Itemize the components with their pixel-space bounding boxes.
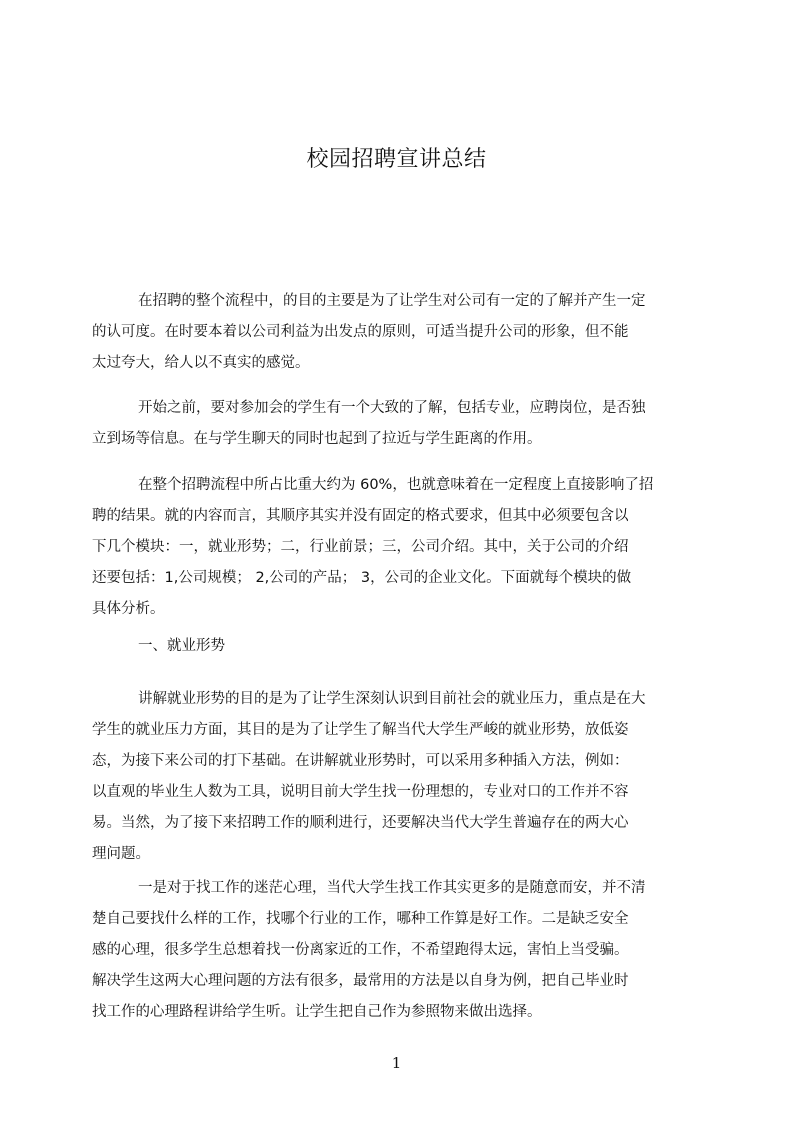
paragraph-line: 太过夸大，给人以不真实的感觉。: [92, 355, 310, 371]
paragraph-line: 理问题。: [92, 846, 150, 862]
paragraph-line: 下几个模块：一，就业形势；二，行业前景；三，公司介绍。其中，关于公司的介绍: [92, 539, 629, 555]
section-heading-block: [92, 631, 698, 662]
page-number: 1: [391, 1054, 402, 1072]
paragraph-line: 一是对于找工作的迷茫心理，当代大学生找工作其实更多的是随意而安，并不清: [138, 880, 646, 896]
section-paragraph-1: [92, 684, 698, 870]
paragraph-3: [92, 470, 698, 625]
paragraph-line: 解决学生这两大心理问题的方法有很多，最常用的方法是以自身为例，把自己毕业时: [92, 973, 629, 989]
document-title: 校园招聘宣讲总结: [306, 147, 487, 172]
paragraph-line: 讲解就业形势的目的是为了让学生深刻认识到目前社会的就业压力，重点是在大: [138, 691, 646, 707]
paragraph-line: 立到场等信息。在与学生聊天的同时也起到了拉近与学生距离的作用。: [92, 431, 542, 447]
paragraph-line: 还要包括：1,公司规模； 2,公司的产品； 3，公司的企业文化。下面就每个模块的做: [92, 570, 632, 586]
paragraph-2: [92, 393, 698, 455]
paragraph-line: 具体分析。: [92, 601, 165, 617]
paragraph-1: [92, 286, 698, 379]
section-heading: 一、就业形势: [138, 638, 225, 654]
paragraph-line: 学生的就业压力方面，其目的是为了让学生了解当代大学生严峻的就业形势，放低姿: [92, 722, 629, 738]
paragraph-line: 态，为接下来公司的打下基础。在讲解就业形势时，可以采用多种插入方法，例如：: [92, 753, 629, 769]
paragraph-line: 以直观的毕业生人数为工具，说明目前大学生找一份理想的，专业对口的工作并不容: [92, 784, 629, 800]
paragraph-line: 聘的结果。就的内容而言，其顺序其实并没有固定的格式要求，但其中必须要包含以: [92, 508, 629, 524]
paragraph-line: 的认可度。在时要本着以公司利益为出发点的原则，可适当提升公司的形象，但不能: [92, 324, 629, 340]
paragraph-line: 感的心理，很多学生总想着找一份离家近的工作，不希望跑得太远，害怕上当受骗。: [92, 942, 629, 958]
paragraph-line: 楚自己要找什么样的工作，找哪个行业的工作，哪种工作算是好工作。二是缺乏安全: [92, 911, 629, 927]
paragraph-line: 在整个招聘流程中所占比重大约为 60%，也就意味着在一定程度上直接影响了招: [138, 477, 654, 493]
paragraph-line: 易。当然，为了接下来招聘工作的顺利进行，还要解决当代大学生普遍存在的两大心: [92, 815, 629, 831]
paragraph-line: 找工作的心理路程讲给学生听。让学生把自己作为参照物来做出选择。: [92, 1004, 542, 1020]
paragraph-line: 开始之前，要对参加会的学生有一个大致的了解，包括专业，应聘岗位，是否独: [138, 400, 646, 416]
section-paragraph-2: [92, 873, 698, 1028]
paragraph-line: 在招聘的整个流程中，的目的主要是为了让学生对公司有一定的了解并产生一定: [138, 293, 646, 309]
